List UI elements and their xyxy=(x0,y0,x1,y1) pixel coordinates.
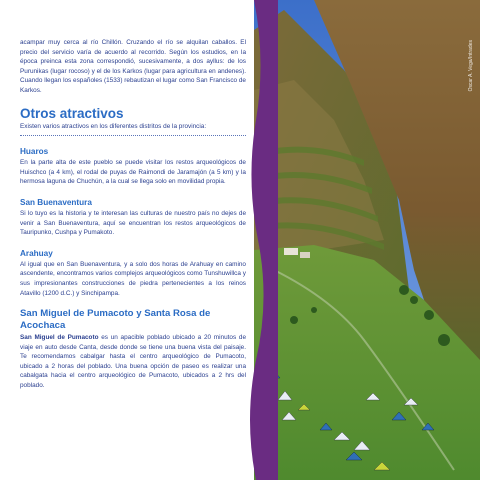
place-heading-huaros: Huaros xyxy=(20,147,49,157)
decorative-wave-border xyxy=(244,0,278,480)
place-body-pumacoto: es un apacible poblado ubicado a 20 minutos de viaje en auto desde Canta, desde donde se tiene una buena vista del paisaje. Te recomendamos cabalgar hasta el centro arqueológico de Pumacoto, ubicado a 2 horas del poblado. Una buena opción de paseo es realizar una cabalgata hacia el centro arqueológico de Pumacoto, ubicados a 2 hrs del poblado. xyxy=(20,334,246,390)
place-heading-pumacoto: San Miguel de Pumacoto y Santa Rosa de Acochaca xyxy=(20,308,211,332)
intro-paragraph: acampar muy cerca al río Chillón. Cruzando el río se alquilan caballos. El precio del servicio varía de acuerdo al recorrido. Según los estudios, en la época preinca esta zona correspondió, sucesivamente, a dos ayllus: de los Purunikas (lugar rocoso) y el de los Karkos (lugar para agricultura en andenes). Cuando llegan los españoles (1533) rebautizan el lugar como San Francisco de Karkos. xyxy=(20,39,246,94)
place-text-san-buenaventura: Si lo tuyo es la historia y te interesan las culturas de nuestro país no dejes de venir a San Buenaventura, aquí se encuentran los restos arqueológicos de Tauripunko, Cushpa y Pumakoto. xyxy=(20,209,246,237)
section-subtitle: Existen varios atractivos en los diferentes distritos de la provincia: xyxy=(20,122,207,130)
valley-landscape-image xyxy=(254,0,480,480)
section-divider xyxy=(20,135,246,136)
place-heading-arahuay: Arahuay xyxy=(20,248,53,258)
valley-photo xyxy=(254,0,480,480)
place-text-arahuay: Al igual que en San Buenaventura, y a solo dos horas de Arahuay en camino ascendente, encontramos varios complejos arqueológicos como Tunshuwillca y sus impresionantes construcciones de piedra pertenecientes a los reinos Atavillo (1200 d.C.) y Sinchipampa. xyxy=(20,260,246,297)
place-lead-pumacoto: San Miguel de Pumacoto xyxy=(20,334,99,342)
text-column xyxy=(20,38,246,391)
section-title: Otros atractivos xyxy=(20,105,124,121)
place-text-pumacoto xyxy=(20,333,246,391)
place-heading-san-buenaventura: San Buenaventura xyxy=(20,197,92,207)
photo-credit: Oscar A. Vega/Intrades xyxy=(468,40,474,92)
place-text-huaros: En la parte alta de este pueblo se puede visitar los restos arqueológicos de Huischco (a 4 km), el rodal de puyas de Raimondi de Jaramajón (a 5 km) y la hermosa laguna de Chuchún, a la cual se llega solo en movilidad propia. xyxy=(20,159,246,186)
